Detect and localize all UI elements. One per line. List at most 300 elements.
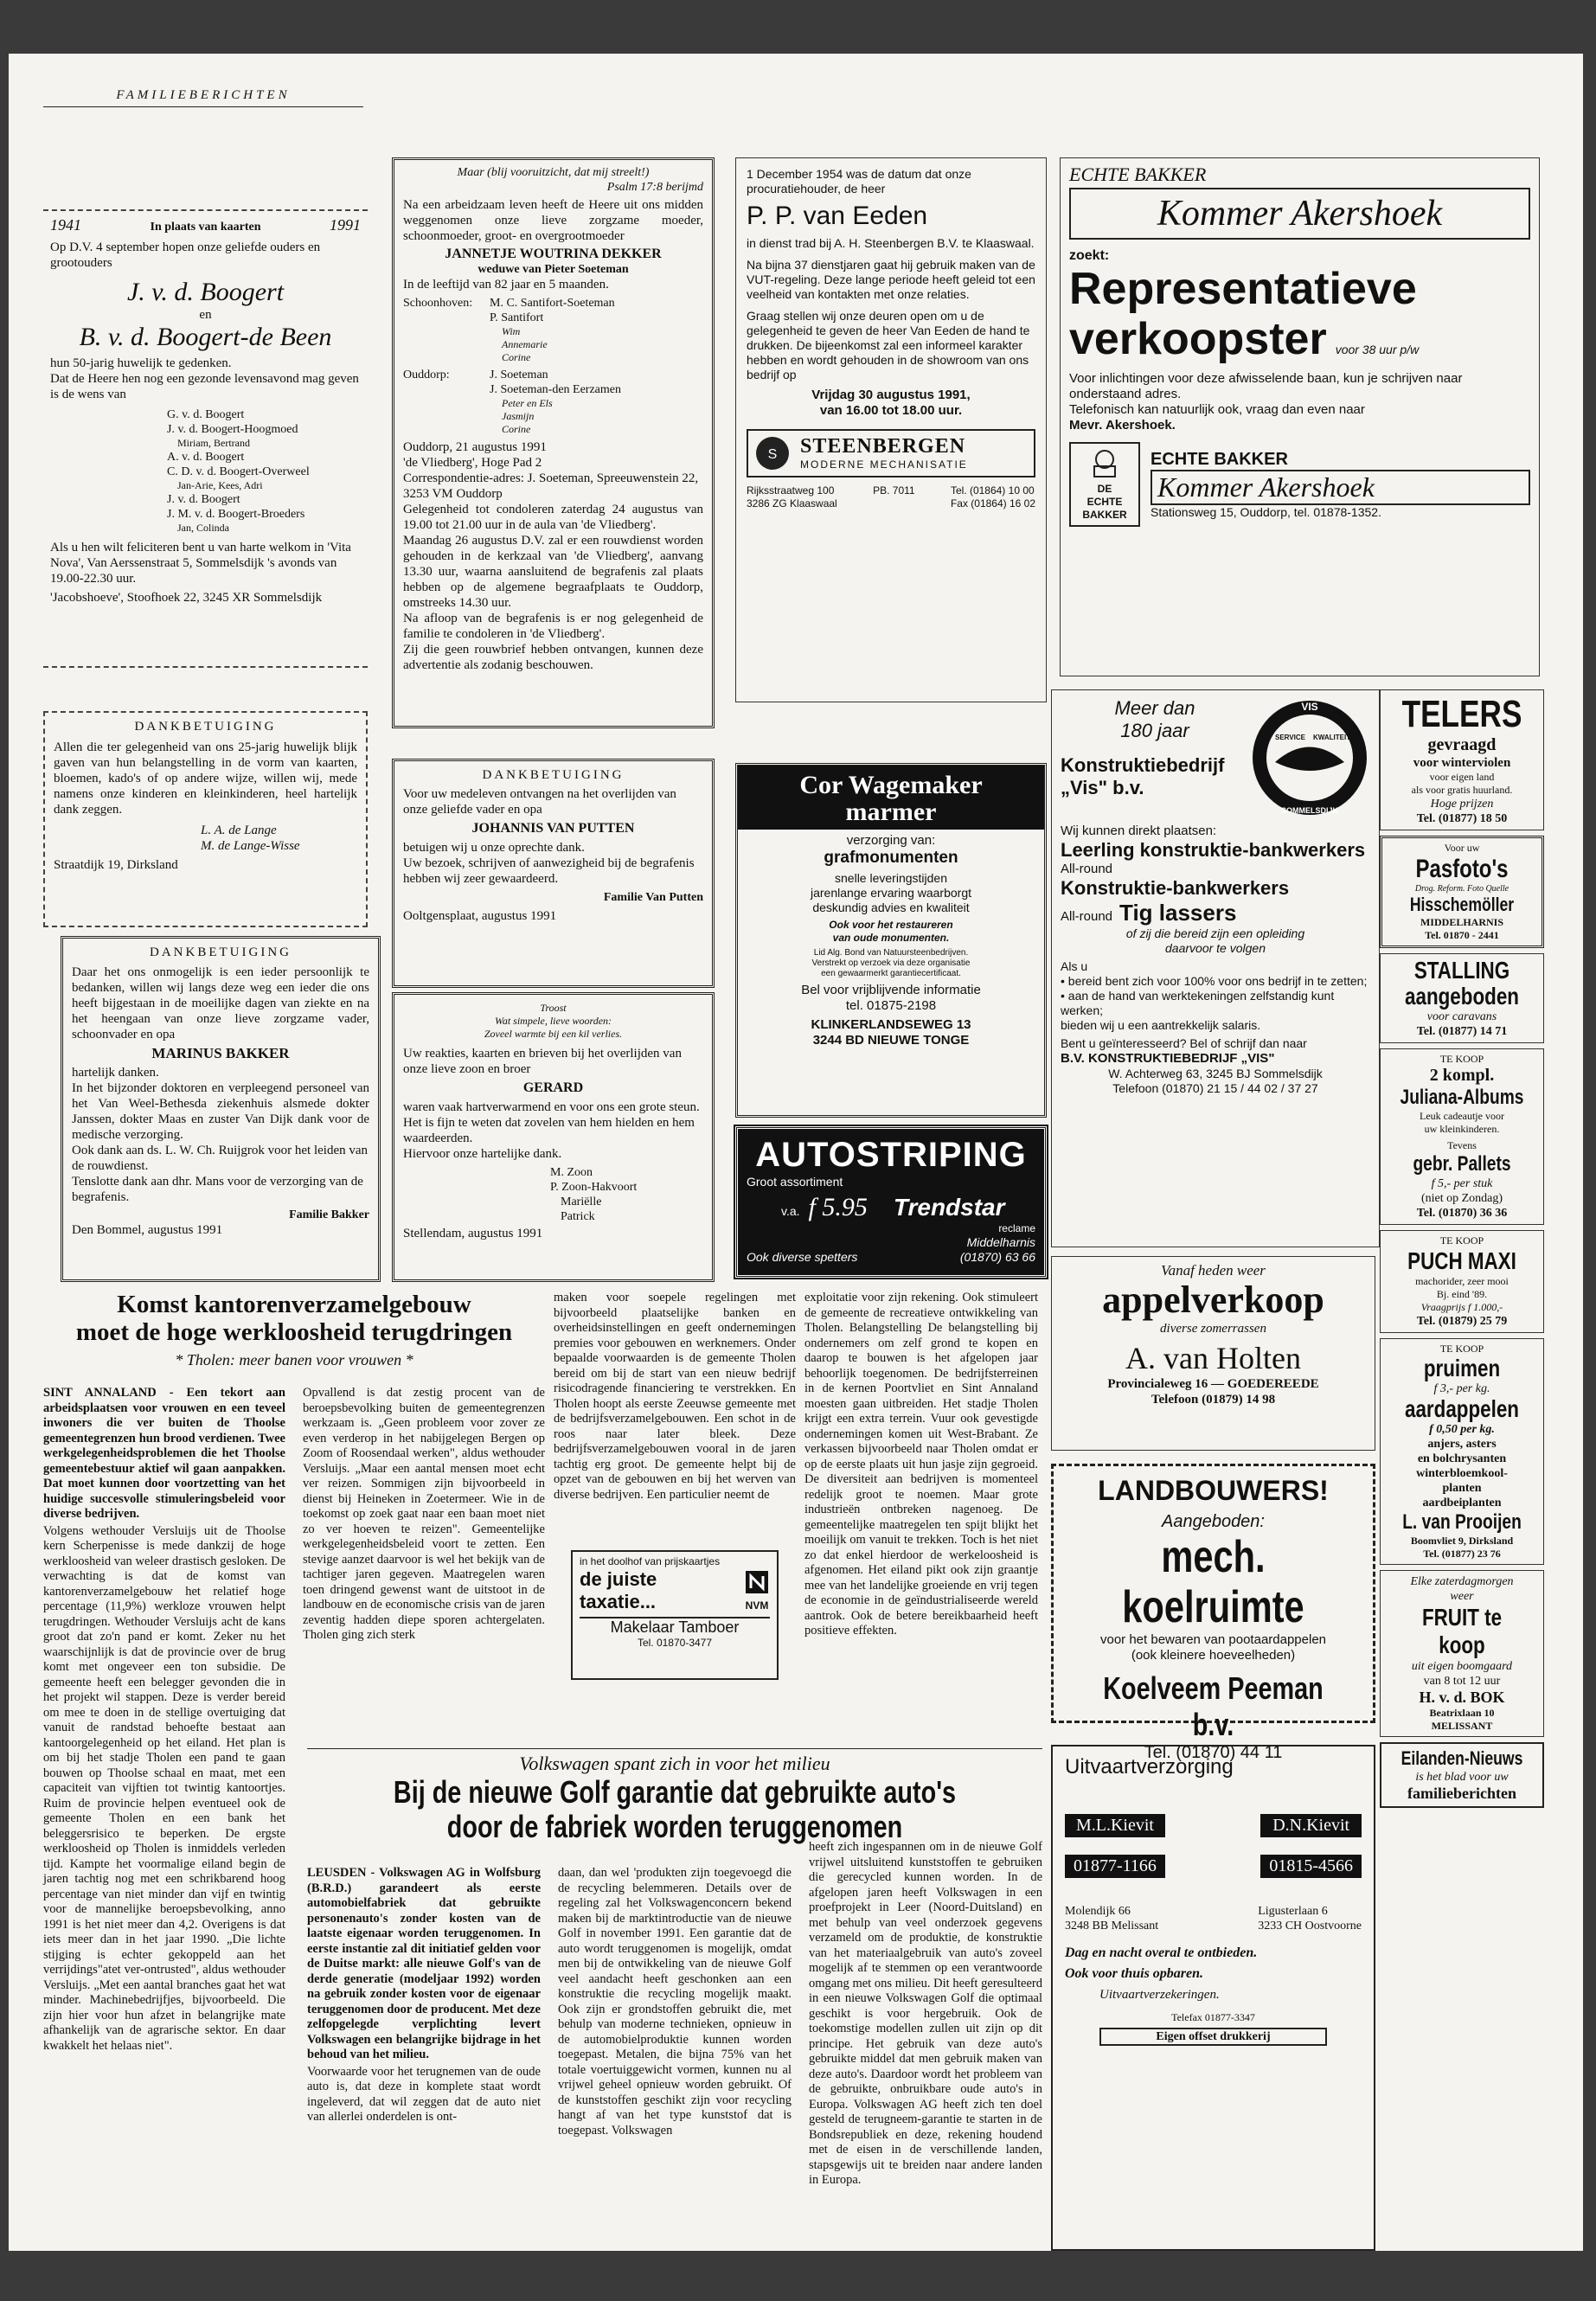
uitvaart-addr2a: Ligusterlaan 6 <box>1258 1905 1328 1918</box>
dank-text4: Ook dank aan ds. L. W. Ch. Ruijgrok voor het leiden van de rouwdienst. <box>72 1144 369 1173</box>
juliana-tekoop: TE KOOP <box>1439 1053 1484 1065</box>
badge-line: BAKKER <box>1082 509 1127 521</box>
appel-addr: Provincialeweg 16 — GOEDEREEDE <box>1107 1377 1319 1391</box>
dank-place: Den Bommel, augustus 1991 <box>72 1223 223 1237</box>
rouw-quote2: Psalm 17:8 berijmd <box>606 181 703 194</box>
nvm-logo-icon <box>744 1569 770 1595</box>
appel-ad <box>1051 1256 1375 1451</box>
rouw-widow: weduwe van Pieter Soeteman <box>478 263 629 276</box>
kommer-hours: voor 38 uur p/w <box>1335 343 1420 356</box>
family-member: A. v. d. Boogert <box>167 451 245 464</box>
eeden-pb: PB. 7011 <box>873 484 915 497</box>
article2-col3: heeft zich ingespannen om in de nieuwe Golf vrijwel uitsluitend kunststoffen te gebruiken die gerecycled kunnen worden. In de afgelopen jaren heeft Volkswagen in een proefprojekt in Leer (Noord-Duitsland) en met behulp van veel onderzoek gegevens verzameld om de produktie, de konstruktie van het materiaalgebruik van auto's zoveel mogelijk af te stemmen op een verantwoorde omgang met ons milieu. Dit heeft geresulteerd in een nieuwe Volkswagen Golf die optimaal geschikt is voor hergebruik. Ook de toekomstige modellen zullen uit zijn op dit principe. Het gebruik van deze auto's gebruikte middel dat men gebruik maken van deze auto's. Daardoor wordt het probleem van de gebruikte, onbruikbare oude auto's in Europa. Volkswagen AG heeft zich ten doel gesteld de terugneem-garantie te starten in de Bondsrepubliek en deze, rekening houdend met de eisen in de verschillende landen, stapsgewijs uit te breiden naar andere landen in Europa. <box>809 1840 1042 2187</box>
bok-boomgaard: uit eigen boomgaard <box>1411 1660 1513 1673</box>
pasfotos-ad <box>1380 836 1544 948</box>
wagemaker-ad <box>735 763 1047 1118</box>
year-to: 1991 <box>330 216 361 234</box>
kommer-name: Kommer Akershoek <box>1157 194 1443 234</box>
kommer-footer-head: ECHTE BAKKER <box>1151 449 1288 469</box>
pallets-price: f 5,- per stuk <box>1431 1177 1493 1190</box>
eeden-text2: in dienst trad bij A. H. Steenbergen B.V. te Klaaswaal. <box>747 236 1035 250</box>
dankbetuiging-bakker <box>61 936 381 1282</box>
dank-place: Ooltgensplaat, augustus 1991 <box>403 909 557 923</box>
eilanden-title: Eilanden-Nieuws <box>1401 1747 1523 1769</box>
pasfotos-town: MIDDELHARNIS <box>1420 916 1503 928</box>
uitvaart-tel1: 01877-1166 <box>1065 1855 1165 1878</box>
rouw-schoonhoven-label: Schoonhoven: <box>403 297 473 310</box>
family-member: J. v. d. Boogert-Hoogmoed <box>167 423 298 436</box>
rouw-quote1: Maar (blij vooruitzicht, dat mij streelt!) <box>457 166 650 179</box>
eilanden-line2: is het blad voor uw <box>1415 1771 1509 1784</box>
appel-title: appelverkoop <box>1102 1279 1324 1321</box>
stalling-title1: STALLING <box>1413 957 1510 984</box>
newspaper-page <box>9 54 1583 2251</box>
vis-need: Wij kunnen direkt plaatsen: <box>1061 824 1217 838</box>
notice-text2: Dat de Heere hen nog een gezonde levensavond mag geven is de wens van <box>50 372 359 401</box>
wagemaker-line4: jarenlange ervaring waarborgt <box>811 886 971 900</box>
makelaar-taxatie: taxatie... <box>580 1591 657 1612</box>
eeden-fax: Fax (01864) 16 02 <box>950 497 1035 510</box>
article2-title1: Bij de nieuwe Golf garantie dat gebruikte auto's <box>393 1774 957 1810</box>
prooijen-addr: Boomvliet 9, Dirksland <box>1410 1535 1514 1547</box>
article1-col4: exploitatie voor zijn rekening. Ook stimuleert de gemeente de recreatieve ontwikkeling van Tholen. Belangstelling De belangstelling bij ondernemers om zelf grond te kopen en daarop te bouwen is het afgelopen jaar behoorlijk toegenomen. De bedrijfsterreinen in de kernen Poortvliet en Sint Annaland moesten gaan uitbreiden. Het stadje Tholen krijgt een extra terrein. Vuur ook gevestigde ondernemingen komen uit West-Brabant. Ze verkassen bijvoorbeeld naar Tholen omdat er op de eerste plaats uit hun jasje zijn gegroeid. De diversiteit aan bedrijven is momenteel redelijk groot te noemen. Maar grote industrieën ontbreken nagenoeg. De gemeentelijke maatregelen ten spijt blijkt het moeilijk om vanuit te trekken. Toch is het niet zo dat enkel hierdoor de werkeloosheid is afgenomen. Het eiland pikt ook zijn graantje mee van het landelijke groeiende en vrij tegen de economie in de geïndustrialiseerde wereld aantrok. Ook de betere bereikbaarheid heeft positieve effekten. <box>804 1291 1038 1638</box>
pallets-tel: Tel. (01870) 36 36 <box>1416 1207 1508 1220</box>
telers-ad <box>1380 689 1544 830</box>
zoon-name: GERARD <box>522 1080 584 1095</box>
rouw-dekker <box>392 157 715 728</box>
zoon-quote1: Troost <box>540 1002 567 1014</box>
dank-sign2: M. de Lange-Wisse <box>201 839 300 853</box>
uitvaart-tel2: 01815-4566 <box>1260 1855 1362 1878</box>
kommer-contact: Mevr. Akershoek. <box>1069 418 1176 433</box>
uitvaart-telefax: Telefax 01877-3347 <box>1171 2011 1255 2023</box>
zoon-quote2: Wat simpele, lieve woorden: <box>494 1015 612 1027</box>
rouw-relative: P. Santifort <box>490 311 544 324</box>
bok-weer: weer <box>1450 1590 1474 1603</box>
juliana-title: Juliana-Albums <box>1400 1086 1524 1109</box>
eeden-ad <box>735 157 1047 702</box>
article1-col3: maken voor soepele regelingen met bijvoorbeeld plaatselijke banken en overheidsinstellingen en geeft ondernemingen premies voor gebouwen en werknemers. Onder bepaalde voorwaarden is de gemeente Tholen bereid om bij de start van een nieuw bedrijf risicodragende financiering te verstrekken. En Tholen hoopt als eerste Zeeuwse gemeente met de bedrijfsverzamelgebouwen. Een schot in de roos naar later bleek. Deze bedrijfsverzamelgebouwen vooral in de jaren tachtig erg groot. De gemeente helpt bij de opzet van de gebouwen en bij het werven van diverse bedrijven. Een particulier neemt de <box>554 1291 796 1502</box>
zoon-text2: waren vaak hartverwarmend en voor ons een grote steun. <box>403 1100 700 1114</box>
nvm-label: NVM <box>745 1599 769 1612</box>
prooijen-name: L. van Prooijen <box>1402 1510 1522 1534</box>
pasfotos-voor: Voor uw <box>1444 842 1480 854</box>
prooijen-winter: winterbloemkool- <box>1416 1467 1508 1480</box>
wagemaker-line9: Verstrekt op verzoek via deze organisatie <box>811 958 971 968</box>
pasfotos-drog: Drog. Reform. Foto Quelle <box>1414 884 1509 894</box>
rouw-name: JANNETJE WOUTRINA DEKKER <box>445 247 662 261</box>
puch-title: PUCH MAXI <box>1407 1247 1516 1274</box>
puch-tel: Tel. (01879) 25 79 <box>1416 1315 1508 1328</box>
juliana-kompl: 2 kompl. <box>1429 1066 1495 1085</box>
zoon-sign: Mariëlle <box>561 1195 602 1208</box>
dank-sign: Familie Van Putten <box>603 891 703 904</box>
eeden-tel: Tel. (01864) 10 00 <box>950 484 1035 497</box>
seal-bottom: SOMMELSDIJK <box>1280 806 1338 815</box>
pallets-zondag: (niet op Zondag) <box>1420 1192 1503 1205</box>
pasfotos-name: Hisschemöller <box>1409 894 1515 915</box>
rouw-relative: M. C. Santifort-Soeteman <box>490 297 615 310</box>
uitvaart-ad <box>1051 1745 1375 2251</box>
uitvaart-drukker: Eigen offset drukkerij <box>1099 2028 1327 2046</box>
eilanden-line3: familieberichten <box>1407 1785 1516 1802</box>
vis-company3: B.V. KONSTRUKTIEBEDRIJF „VIS" <box>1061 1051 1275 1066</box>
landbouwers-text2: (ook kleinere hoeveelheden) <box>1131 1648 1296 1663</box>
telers-tel: Tel. (01877) 18 50 <box>1416 812 1508 825</box>
family-member: Miriam, Bertrand <box>177 437 250 449</box>
autostriping-price: f 5.95 <box>808 1193 868 1221</box>
vis-job2: Konstruktie-bankwerkers <box>1061 877 1290 899</box>
section-header <box>43 88 363 111</box>
wagemaker-line6: Ook voor het restaureren <box>829 919 953 931</box>
pasfotos-tel: Tel. 01870 - 2441 <box>1425 929 1499 941</box>
eeden-text1: 1 December 1954 was de datum dat onze procuratiehouder, de heer <box>747 167 971 195</box>
wagemaker-line5: deskundig advies en kwaliteit <box>812 901 970 914</box>
rouw-relative: Corine <box>502 423 531 435</box>
wagemaker-line1: verzorging van: <box>846 833 936 848</box>
prooijen-aardappelen-price: f 0,50 per kg. <box>1429 1423 1495 1436</box>
uitvaart-addr1a: Molendijk 66 <box>1065 1905 1131 1918</box>
makelaar-ad <box>571 1550 779 1680</box>
rouw-relative: J. Soeteman <box>490 369 548 381</box>
juliana-cadeau1: Leuk cadeautje voor <box>1420 1110 1504 1122</box>
rouw-relative: Corine <box>502 351 531 363</box>
classifieds-column <box>1380 689 1544 2251</box>
zoon-text: Uw reakties, kaarten en brieven bij het overlijden van onze lieve zoon en broer <box>403 1047 682 1076</box>
notice-address: 'Jacobshoeve', Stoofhoek 22, 3245 XR Sommelsdijk <box>50 591 323 605</box>
eeden-text4: Graag stellen wij onze deuren open om u de gelegenheid te geven de heer Van Eeden de hand te drukken. De bijeenkomst zal een informeel karakter hebben en wordt gehouden in de showroom van ons bedrijf op <box>747 309 1030 381</box>
vis-intro2: 180 jaar <box>1120 720 1189 741</box>
telers-winter: voor winterviolen <box>1413 756 1511 770</box>
article1-subtitle: * Tholen: meer banen voor vrouwen * <box>175 1351 413 1368</box>
notice-text1: hun 50-jarig huwelijk te gedenken. <box>50 356 232 370</box>
juliana-cadeau2: uw kleinkinderen. <box>1424 1123 1500 1135</box>
eeden-date2: van 16.00 tot 18.00 uur. <box>819 403 963 418</box>
article2-title2: door de fabriek worden teruggenomen <box>446 1809 903 1844</box>
dank-text2: betuigen wij u onze oprechte dank. <box>403 841 585 855</box>
bok-addr: Beatrixlaan 10 <box>1429 1707 1495 1719</box>
dank-title: DANKBETUIGING <box>134 720 277 734</box>
autostriping-sub: Groot assortiment <box>747 1175 843 1189</box>
zoon-text3: Het is fijn te weten dat zovelen van hem hielden en hem waardeerden. <box>403 1116 695 1145</box>
rouw-house: 'de Vliedberg', Hoge Pad 2 <box>403 456 542 470</box>
family-member: Jan-Arie, Kees, Adri <box>177 479 263 491</box>
dank-name: MARINUS BAKKER <box>151 1045 290 1061</box>
pasfotos-title: Pasfoto's <box>1415 855 1509 883</box>
vis-addr: W. Achterweg 63, 3245 BJ Sommelsdijk <box>1108 1067 1323 1080</box>
prooijen-bolchrysanten: en bolchrysanten <box>1417 1452 1507 1465</box>
makelaar-text: in het doolhof van prijskaartjes <box>580 1555 721 1567</box>
vis-allround: All-round <box>1061 862 1113 876</box>
zoon-text4: Hiervoor onze hartelijke dank. <box>403 1147 562 1161</box>
rouw-ouddorp-label: Ouddorp: <box>403 369 450 381</box>
trendstar-sub: reclame <box>998 1222 1035 1234</box>
makelaar-tel: Tel. 01870-3477 <box>637 1637 713 1649</box>
steenbergen-logo-icon <box>753 434 792 472</box>
stalling-tel: Tel. (01877) 14 71 <box>1416 1025 1508 1038</box>
notice-text3: Als u hen wilt feliciteren bent u van harte welkom in 'Vita Nova', Van Aerssenstraat 5, Sommelsdijk 's avonds van 19.00-22.30 uur. <box>50 541 351 586</box>
dank-text2: hartelijk danken. <box>72 1066 159 1080</box>
steenbergen-sub: MODERNE MECHANISATIE <box>800 458 968 471</box>
seal-right: KWALITEIT <box>1313 734 1351 741</box>
prooijen-ad <box>1380 1338 1544 1565</box>
puch-ad <box>1380 1230 1544 1333</box>
eeden-text3: Na bijna 37 dienstjaren gaat hij gebruik maken van de VUT-regeling. Deze lange periode heeft geleid tot een veelheid van kontakten met onze relaties. <box>747 258 1035 301</box>
kommer-ad <box>1060 157 1540 676</box>
vis-intro1: Meer dan <box>1114 697 1195 719</box>
bok-name: H. v. d. BOK <box>1419 1689 1505 1706</box>
vis-bullet2-text: aan de hand van werktekeningen zelfstandig kunt werken; <box>1061 989 1335 1017</box>
vis-job1: Leerling konstruktie-bankwerkers <box>1061 839 1366 861</box>
rouw-text3: Na afloop van de begrafenis is er nog gelegenheid de familie te condoleren in 'de Vliedberg'. <box>403 612 703 641</box>
dank-title: DANKBETUIGING <box>150 945 292 959</box>
vis-company2: „Vis" b.v. <box>1061 777 1144 798</box>
uitvaart-title: Uitvaartverzorging <box>1065 1755 1234 1779</box>
autostriping-ad <box>735 1126 1047 1278</box>
autostriping-town: Middelharnis <box>966 1235 1035 1249</box>
makelaar-name: Makelaar Tamboer <box>580 1617 770 1637</box>
landbouwers-sub: Aangeboden: <box>1161 1512 1265 1531</box>
kommer-text1: Voor inlichtingen voor deze afwisselende baan, kun je schrijven naar onderstaand adres. <box>1069 371 1463 401</box>
prooijen-tel: Tel. (01877) 23 76 <box>1423 1548 1501 1560</box>
rouw-relative: Jasmijn <box>502 410 535 422</box>
eeden-date1: Vrijdag 30 augustus 1991, <box>811 388 971 402</box>
juliana-ad <box>1380 1048 1544 1225</box>
puch-tekoop: TE KOOP <box>1439 1234 1484 1247</box>
landbouwers-tel: Tel. (01870) 44 11 <box>1144 1743 1283 1762</box>
rouw-intro: Na een arbeidzaam leven heeft de Heere uit ons midden weggenomen onze lieve zorgzame moeder, schoonmoeder, groot- en overgrootmoeder <box>403 198 703 243</box>
dankbetuiging-vanputten <box>392 759 715 988</box>
kommer-footer-addr: Stationsweg 15, Ouddorp, tel. 01878-1352. <box>1151 504 1381 519</box>
article2-subtitle: Volkswagen spant zich in voor het milieu <box>519 1753 830 1774</box>
baker-icon <box>1087 447 1122 478</box>
prooijen-pruimen-price: f 3,- per kg. <box>1433 1382 1490 1395</box>
dank-text5: Tenslotte dank aan dhr. Mans voor de verzorging van de begrafenis. <box>72 1175 363 1204</box>
zoon-sign: M. Zoon <box>550 1166 593 1179</box>
dankbetuiging-delange <box>43 711 368 927</box>
appel-tel: Telefoon (01879) 14 98 <box>1151 1393 1276 1407</box>
zoon-sign: Patrick <box>561 1210 595 1223</box>
dank-text1: Daar het ons onmogelijk is een ieder persoonlijk te bedanken, willen wij langs deze weg een ieder die ons heeft bijgestaan in de moeilijke dagen van ziekte en na het heengaan van onze lieve zorgzame vader, schoonvader en opa <box>72 965 369 1042</box>
kommer-job1: Representatieve <box>1069 264 1417 314</box>
article1-col2: Opvallend is dat zestig procent van de beroepsbevolking buiten de gemeentegrenzen werkzaam is. „Geen probleem voor zover ze even verderop in het nabijgelegen Bergen op Zoom of Roosendaal werken", aldus wethouder Versluijs. „Maar een aantal mensen moet echt ver reizen. Sommigen zijn bijvoorbeeld in dienst bij Heineken in Zoetermeer. Wie in de toekomst op zoek gaat naar een baan moet niet zo ver hoeven te reizen". Gemeentelijke werkgelegenheidsbeleid voort te zetten. Een stevige aanzet daarvoor is wel het bekijk van de tachtiger jaren gegeven. Maatregelen waren toen dringend gewenst want de uitstoot in de landbouw en de economische crisis van de jaren zeventig hadden diepe sporen achtergelaten. Tholen ging zich sterk <box>303 1386 545 1642</box>
uitvaart-line1: Dag en nacht overal te ontbieden. <box>1065 1945 1258 1960</box>
autostriping-slogan: Ook diverse spetters <box>747 1250 858 1264</box>
dank-title: DANKBETUIGING <box>482 768 625 782</box>
section-title: FAMILIEBERICHTEN <box>116 88 291 102</box>
wagemaker-line7: van oude monumenten. <box>832 932 950 944</box>
trendstar-logo: Trendstar <box>893 1194 1005 1221</box>
dank-text3: Uw bezoek, schrijven of aanwezigheid bij de begrafenis hebben wij zeer gewaardeerd. <box>403 856 695 886</box>
makelaar-juiste: de juiste <box>580 1568 657 1590</box>
vis-allround2: All-round <box>1061 909 1113 924</box>
rouw-text1: Gelegenheid tot condoleren zaterdag 24 augustus van 19.00 tot 21.00 uur in de aula van 'de Vliedberg'. <box>403 503 703 532</box>
rouw-place: Ouddorp, 21 augustus 1991 <box>403 440 547 454</box>
family-member: G. v. d. Boogert <box>167 408 245 421</box>
family-member: J. M. v. d. Boogert-Broeders <box>167 508 305 521</box>
autostriping-va: v.a. <box>781 1204 800 1218</box>
zoon-quote3: Zoveel warmte bij een kil verlies. <box>484 1028 623 1040</box>
seal-left: SERVICE <box>1275 734 1305 741</box>
year-from: 1941 <box>50 216 81 234</box>
dank-sign1: L. A. de Lange <box>201 824 277 837</box>
wagemaker-title2: marmer <box>845 798 937 826</box>
vis-sal: bieden wij u een aantrekkelijk salaris. <box>1061 1018 1261 1032</box>
prooijen-aardappelen: aardappelen <box>1405 1395 1519 1422</box>
vis-note2: daarvoor te volgen <box>1165 941 1266 955</box>
appel-name: A. van Holten <box>1125 1341 1301 1375</box>
telers-prijzen: Hoge prijzen <box>1430 798 1494 811</box>
rouw-text2: Maandag 26 augustus D.V. zal er een rouwdienst worden gehouden in de kerkzaal van 'de Vliedberg', aanvang 13.30 uur, waarna aansluitend de begrafenis zal plaats hebben op de algemene begraafplaats te Ouddorp, omstreeks 14.30 uur. <box>403 534 703 610</box>
family-member: J. v. d. Boogert <box>167 493 240 506</box>
puch-line1: machorider, zeer mooi <box>1415 1275 1509 1287</box>
article1-title2: moet de hoge werkloosheid terugdringen <box>75 1318 513 1346</box>
article2-lead: LEUSDEN - Volkswagen AG in Wolfsburg (B.R.D.) garandeert als eerste automobielfabriek dat gebruikte personenauto's zonder kosten van de laatste eigenaar worden teruggenomen. In eerste instantie zal dit initiatief gelden voor de Duitse markt: alle nieuwe Golf's van de derde generatie (modeljaar 1992) worden na gebruik zonder kosten voor de eigenaar teruggenomen door de producent. Met deze zelfopgelegde verplichting levert Volkswagen een belangrijke bijdrage in het behoud van het milieu. <box>307 1866 541 2061</box>
kommer-job2: verkoopster <box>1069 314 1327 364</box>
eilanden-ad <box>1380 1742 1544 1808</box>
pallets-tevens: Tevens <box>1447 1139 1477 1151</box>
uitvaart-line3: Uitvaartverzekeringen. <box>1099 1988 1220 2002</box>
article1-lead: SINT ANNALAND - Een tekort aan arbeidsplaatsen voor vrouwen en een teveel inwoners die ver buiten de Thoolse gemeentegrenzen hun brood verdienen. Twee werkgelegenheidsproblemen die het Thoolse gemeentebestuur aktief wil gaan aanpakken. Dat moet kunnen door voortzetting van het huidige succesvolle stimuleringsbeleid voor diverse bedrijven. <box>43 1386 285 1521</box>
rouw-age: In de leeftijd van 82 jaar en 5 maanden. <box>403 278 609 292</box>
kommer-header: ECHTE BAKKER <box>1069 163 1207 185</box>
rouw-relative: Annemarie <box>502 338 548 350</box>
dank-name: JOHANNIS VAN PUTTEN <box>471 821 635 836</box>
wagemaker-line11: Bel voor vrijblijvende informatie <box>801 983 981 997</box>
notice-header: In plaats van kaarten <box>150 221 261 234</box>
vis-seal <box>1249 697 1370 818</box>
seal-top: VIS <box>1301 701 1318 713</box>
wagemaker-line8: Lid Alg. Bond van Natuursteenbedrijven. <box>813 948 969 958</box>
vis-ad <box>1051 689 1380 1247</box>
appel-intro: Vanaf heden weer <box>1161 1262 1266 1279</box>
prooijen-planten: planten <box>1442 1482 1482 1495</box>
family-member: Jan, Colinda <box>177 522 229 534</box>
puch-line3: Vraagprijs f 1.000,- <box>1420 1301 1503 1313</box>
eeden-name: P. P. van Eeden <box>747 202 928 230</box>
kommer-text2: Telefonisch kan natuurlijk ook, vraag dan even naar <box>1069 402 1365 417</box>
vis-als: Als u <box>1061 959 1088 973</box>
bok-town: MELISSANT <box>1431 1720 1493 1732</box>
wagemaker-addr2: 3244 BD NIEUWE TONGE <box>812 1033 970 1048</box>
prooijen-anjers: anjers, asters <box>1427 1438 1497 1451</box>
wagemaker-line2: grafmonumenten <box>824 849 958 867</box>
pallets-title: gebr. Pallets <box>1413 1152 1511 1176</box>
kommer-footer-name: Kommer Akershoek <box>1157 471 1375 503</box>
name1: J. v. d. Boogert <box>126 278 285 306</box>
landbouwers-text1: voor het bewaren van pootaardappelen <box>1099 1632 1327 1647</box>
article2-col1b: Voorwaarde voor het terugnemen van de oude auto is, dat deze in komplete staat wordt ingeleverd, dat wil zeggen dat de auto niet van allerlei onderdelen is ont- <box>307 2064 541 2124</box>
article2-col2: daan, dan wel 'produkten zijn toegevoegd die de recycling belemmeren. Details over de regeling zal het Volkswagenconcern bekend maken bij de marktintroductie van de nieuwe Golf in november 1991. Een garantie dat de auto wordt teruggenomen is mogelijk, omdat men bij de ontwikkeling van de nieuwe Golf veel aandacht heeft geschonken aan een konstruktie die recycling mogelijk maakt. Ook zijn er grondstoffen gebruikt die, met behulp van moderne technieken, opnieuw in de automobielproduktie kunnen worden toegepast. Metalen, die bijna 75% van het totale voertuiggewicht vormen, kunnen nu al vrijwel geheel opnieuw worden gebruikt. Of de kunststoffen geschikt zijn voor recycling hangt af van het type kunststof dat is toegepast. Volkswagen <box>558 1866 792 2138</box>
name-en: en <box>199 308 212 322</box>
name2: B. v. d. Boogert-de Been <box>79 323 332 351</box>
landbouwers-ad <box>1051 1464 1375 1762</box>
article1-col1: Volgens wethouder Versluijs uit de Thoolse kern Scherpenisse is mede dankzij de hoge werkloosheid van weleer drastisch gesloken. De verwachting is dat de komst van kantorenverzamelgebouw het relatief hoge percentage (11,9%) werkloze vrouwen helpt terugdringen. Wethouder Versluijs acht de kans groot dat zo'n pand er komt. Zeker nu het waarschijnlijk is dat de provincie over de brug komt met ongeveer een ton subsidie. De gemeente heeft een belegger gevonden die in het projekt wil stappen. Deze is verder bereid om mee te doen in de stellige overtuiging dat vanuit de randstad behoefte bestaat aan kantoorgelegenheid op het eiland. Het plan is om bij het stadje Tholen een pand te gaan bouwen op Thoolse schaal en maat, met een capaciteit van vijftien tot twintig kantoortjes. Ruim de provincie helpen eventueel ook de gemeente Tholen en een bank het beleggersrisico te beperken. De ergste werkloosheid op Tholen is inmiddels verleden tijd. Kampte het voormalige eiland begin de jaren tachtig nog met een schrikbarend hoog percentage van niet minder dan vijf en twintig voor de mannelijke beroepsbevolking, anno 1991 is het niet meer dan 4,2. Overigens is dat iets meer dan in het jaar 1990. „Die lichte stijging is echter gekoppeld aan het verrijdings"atet ver-ontrusted", aldus wethouder Versluijs. „Met een aantal branches gaat het wat minder. Machinebedrijfjes, bijvoorbeeld. Die zijn hier voor hun afzet in belangrijke mate afhankelijk van de agrarische sektor. En daar kwakkelt het helaas niet". <box>43 1523 285 2053</box>
eeden-addr2: 3286 ZG Klaaswaal <box>747 497 837 510</box>
wagemaker-line10: een gewaarmerkt garantiecertificaat. <box>821 969 961 978</box>
uitvaart-addr1b: 3248 BB Melissant <box>1065 1920 1159 1932</box>
dank-text: Allen die ter gelegenheid van ons 25-jarig huwelijk blijk gaven van hun belangstelling in de vorm van kaarten, bloemen, kado's of op andere wijze, willen wij, mede namens onze kinderen en kleinkinderen, heel hartelijk dank zeggen. <box>54 740 357 817</box>
vis-tel: Telefoon (01870) 21 15 / 44 02 / 37 27 <box>1112 1081 1318 1095</box>
puch-line2: Bj. eind '89. <box>1436 1288 1488 1300</box>
vis-company1: Konstruktiebedrijf <box>1061 754 1225 776</box>
telers-land2: als voor gratis huurland. <box>1411 784 1513 796</box>
bok-fruit: FRUIT te koop <box>1421 1604 1503 1658</box>
boogert-notice <box>43 209 368 668</box>
dank-text: Voor uw medeleven ontvangen na het overlijden van onze geliefde vader en opa <box>403 787 676 817</box>
dankbetuiging-zoon <box>392 992 715 1282</box>
telers-title: TELERS <box>1401 693 1522 735</box>
telers-land1: voor eigen land <box>1429 771 1495 783</box>
prooijen-aardbei: aardbeiplanten <box>1422 1497 1502 1509</box>
landbouwers-product: mech. koelruimte <box>1122 1532 1304 1632</box>
stalling-title2: aangeboden <box>1405 983 1519 1009</box>
telers-gevraagd: gevraagd <box>1427 735 1497 754</box>
steenbergen-logo: STEENBERGEN <box>800 435 966 458</box>
eeden-addr1: Rijksstraatweg 100 <box>747 484 835 497</box>
notice-intro: Op D.V. 4 september hopen onze geliefde ouders en grootouders <box>50 240 321 270</box>
vis-job3: Tig lassers <box>1119 900 1237 926</box>
stalling-caravans: voor caravans <box>1426 1010 1497 1023</box>
rouw-relative: Wim <box>502 325 521 337</box>
badge-line: DE <box>1097 483 1112 495</box>
article1-title1: Komst kantorenverzamelgebouw <box>117 1291 471 1318</box>
landbouwers-title: LANDBOUWERS! <box>1098 1475 1329 1506</box>
vis-seal-icon <box>1249 697 1370 818</box>
kommer-zoekt: zoekt: <box>1069 248 1110 263</box>
autostriping-title: AUTOSTRIPING <box>755 1136 1027 1174</box>
article-volkswagen <box>307 1745 1042 2251</box>
dank-address: Straatdijk 19, Dirksland <box>54 858 178 872</box>
bok-tijd: van 8 tot 12 uur <box>1423 1675 1501 1688</box>
prooijen-pruimen: pruimen <box>1423 1355 1501 1381</box>
autostriping-phone: (01870) 63 66 <box>959 1250 1035 1264</box>
wagemaker-title1: Cor Wagemaker <box>799 771 983 799</box>
bok-elke: Elke zaterdagmorgen <box>1410 1575 1514 1588</box>
landbouwers-company: Koelveem Peeman b.v. <box>1103 1670 1324 1742</box>
rouw-relative: J. Soeteman-den Eerzamen <box>490 383 621 396</box>
bok-ad <box>1380 1570 1544 1737</box>
badge-line: ECHTE <box>1086 496 1123 508</box>
svg-text:S: S <box>767 447 778 462</box>
uitvaart-name1: M.L.Kievit <box>1065 1814 1165 1837</box>
wagemaker-addr1: KLINKERLANDSEWEG 13 <box>811 1017 971 1032</box>
wagemaker-tel: tel. 01875-2198 <box>845 998 937 1013</box>
vis-bullet1: • bereid bent zich voor 100% voor ons bedrijf in te zetten; <box>1061 974 1368 988</box>
uitvaart-line2: Ook voor thuis opbaren. <box>1065 1966 1204 1981</box>
family-member: C. D. v. d. Boogert-Overweel <box>167 465 310 478</box>
rouw-text4: Zij die geen rouwbrief hebben ontvangen, kunnen deze advertentie als zodanig beschouwen. <box>403 643 703 672</box>
dank-text3: In het bijzonder doktoren en verpleegend personeel van het Van Weel-Bethesda ziekenhuis alsmede dokter Janssen, dokter Maas en zuster Van Dijk dank voor de medische verzorging. <box>72 1081 369 1142</box>
dank-sign: Familie Bakker <box>289 1208 369 1221</box>
rouw-corr: Correspondentie-adres: J. Soeteman, Spreeuwenstein 22, 3253 VM Ouddorp <box>403 471 699 501</box>
uitvaart-name2: D.N.Kievit <box>1260 1814 1362 1837</box>
wagemaker-line3: snelle leveringstijden <box>835 871 947 885</box>
vis-q: Bent u geïnteresseerd? Bel of schrijf dan naar <box>1061 1036 1307 1050</box>
appel-sub: diverse zomerrassen <box>1160 1322 1266 1336</box>
echte-bakker-badge <box>1069 442 1140 527</box>
stalling-ad <box>1380 953 1544 1043</box>
zoon-sign: P. Zoon-Hakvoort <box>550 1181 638 1194</box>
zoon-place: Stellendam, augustus 1991 <box>403 1227 543 1240</box>
vis-bullet2: • aan de hand van werktekeningen zelfstandig kunt werken; <box>1061 989 1335 1017</box>
vis-note1: of zij die bereid zijn een opleiding <box>1125 926 1305 940</box>
wagemaker-header <box>738 766 1044 830</box>
rouw-relative: Peter en Els <box>502 397 553 409</box>
vis-bullet1-text: bereid bent zich voor 100% voor ons bedrijf in te zetten; <box>1067 974 1368 988</box>
prooijen-tekoop: TE KOOP <box>1439 1343 1484 1355</box>
uitvaart-addr2b: 3233 CH Oostvoorne <box>1258 1920 1362 1932</box>
